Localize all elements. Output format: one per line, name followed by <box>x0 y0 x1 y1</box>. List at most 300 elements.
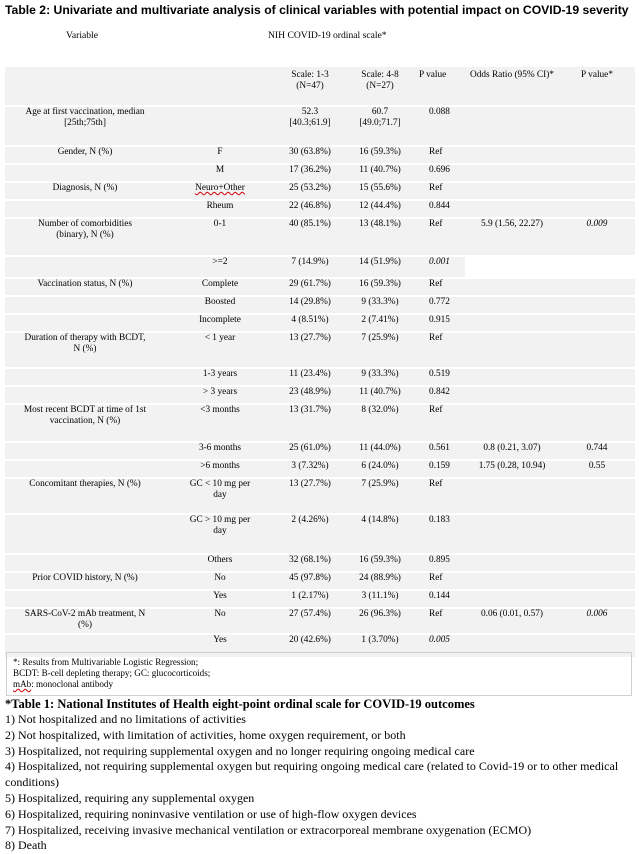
cell-p-value <box>415 165 465 181</box>
cell-p-value-text: Ref <box>429 279 443 289</box>
cell-scale-1-3 <box>275 201 345 217</box>
cell-scale-1-3 <box>275 591 345 607</box>
cell-variable <box>5 555 165 571</box>
cell-subgroup-text: Boosted <box>204 297 236 307</box>
cell-scale-4-8 <box>345 147 415 163</box>
cell-scale-4-8-text: 8 (32.0%) <box>361 405 399 415</box>
cell-subgroup-text: 0-1 <box>213 219 227 229</box>
cell-subgroup <box>165 297 275 313</box>
cell-scale-1-3 <box>275 165 345 181</box>
table1-scale-list <box>5 712 633 854</box>
cell-scale-1-3-text: 13 (27.7%) <box>289 479 331 489</box>
cell-p-value-multivariable <box>559 387 635 403</box>
cell-variable <box>5 279 165 295</box>
cell-p-value-text: Ref <box>429 573 443 583</box>
cell-scale-4-8 <box>345 443 415 459</box>
cell-variable <box>5 257 165 277</box>
cell-scale-4-8 <box>345 555 415 571</box>
cell-variable-text: Vaccination status, N (%) <box>37 279 133 289</box>
cell-variable-text: Most recent BCDT at time of 1st vaccination, N (%) <box>23 405 147 426</box>
cell-scale-4-8-text: 60.7 [49.0;71.7] <box>359 107 401 128</box>
cell-scale-1-3-text: 1 (2.17%) <box>291 591 329 601</box>
cell-variable-text: Gender, N (%) <box>57 147 113 157</box>
cell-variable <box>5 165 165 181</box>
cell-p-value-multivariable <box>559 369 635 385</box>
header-ordinal-scale: NIH COVID-19 ordinal scale* <box>268 30 387 41</box>
cell-subgroup-text: GC > 10 mg per day <box>189 515 251 536</box>
header-p-value: P value <box>415 67 465 105</box>
cell-variable <box>5 183 165 199</box>
cell-odds-ratio <box>465 107 559 145</box>
cell-scale-1-3-text: 17 (36.2%) <box>289 165 331 175</box>
cell-subgroup <box>165 405 275 441</box>
cell-scale-1-3 <box>275 609 345 633</box>
cell-variable <box>5 387 165 403</box>
cell-scale-1-3 <box>275 461 345 477</box>
cell-variable <box>5 573 165 589</box>
table-row <box>5 479 635 513</box>
header-scale-4-8: Scale: 4-8 (N=27) <box>345 67 415 105</box>
cell-odds-ratio <box>465 479 559 513</box>
cell-subgroup <box>165 591 275 607</box>
cell-p-value-text: Ref <box>429 219 443 229</box>
cell-subgroup-text: Complete <box>201 279 239 289</box>
table-title: Table 2: Univariate and multivariate analysis of clinical variables with potential impact on COVID-19 severity <box>5 3 629 17</box>
cell-p-value-multivariable <box>559 201 635 217</box>
cell-p-value-multivariable <box>559 297 635 313</box>
cell-subgroup <box>165 183 275 199</box>
cell-p-value-multivariable <box>559 555 635 571</box>
cell-p-value-multivariable-text: 0.55 <box>588 461 606 471</box>
cell-odds-ratio <box>465 165 559 181</box>
cell-scale-1-3 <box>275 297 345 313</box>
cell-p-value-multivariable <box>559 479 635 513</box>
cell-variable-text: Concomitant therapies, N (%) <box>29 479 141 489</box>
cell-subgroup-text: Incomplete <box>199 315 241 325</box>
cell-scale-4-8 <box>345 369 415 385</box>
table1-title: *Table 1: National Institutes of Health eight-point ordinal scale for COVID-19 outcomes <box>5 697 475 711</box>
table-row <box>5 591 635 607</box>
table1-item: 6) Hospitalized, requiring noninvasive ventilation or use of high-flow oxygen devices <box>5 806 417 821</box>
cell-scale-1-3 <box>275 219 345 255</box>
cell-subgroup <box>165 257 275 277</box>
cell-scale-4-8-text: 11 (40.7%) <box>359 165 401 175</box>
cell-p-value-multivariable <box>559 573 635 589</box>
cell-variable <box>5 461 165 477</box>
cell-p-value <box>415 573 465 589</box>
cell-p-value-text: Ref <box>429 609 443 619</box>
cell-subgroup-text: No <box>214 609 226 619</box>
cell-p-value <box>415 461 465 477</box>
table-footnote <box>6 652 632 696</box>
cell-scale-1-3 <box>275 555 345 571</box>
table1-item: 5) Hospitalized, requiring any supplemental oxygen <box>5 790 255 805</box>
cell-p-value-multivariable <box>559 315 635 331</box>
cell-scale-4-8-text: 16 (59.3%) <box>359 279 401 289</box>
cell-p-value-multivariable-text: 0.006 <box>586 609 608 619</box>
cell-odds-ratio <box>465 315 559 331</box>
cell-p-value <box>415 515 465 553</box>
cell-variable <box>5 515 165 553</box>
cell-scale-1-3 <box>275 405 345 441</box>
cell-scale-1-3-text: 29 (61.7%) <box>289 279 331 289</box>
table1-item: 3) Hospitalized, not requiring supplemental oxygen and no longer requiring ongoing medical care <box>5 743 475 758</box>
cell-scale-4-8-text: 11 (40.7%) <box>359 387 401 397</box>
header-variable: Variable <box>66 30 98 41</box>
cell-scale-1-3 <box>275 369 345 385</box>
cell-p-value-text: 0.005 <box>429 635 450 645</box>
table-row <box>5 297 635 313</box>
cell-subgroup <box>165 555 275 571</box>
cell-p-value <box>415 279 465 295</box>
cell-odds-ratio-text: 5.9 (1.56, 22.27) <box>481 219 543 229</box>
cell-scale-1-3 <box>275 573 345 589</box>
cell-p-value <box>415 297 465 313</box>
cell-variable <box>5 219 165 255</box>
cell-scale-1-3 <box>275 315 345 331</box>
cell-variable <box>5 369 165 385</box>
cell-p-value-multivariable-text: 0.009 <box>586 219 608 229</box>
cell-p-value <box>415 387 465 403</box>
cell-subgroup <box>165 219 275 255</box>
cell-p-value <box>415 183 465 199</box>
cell-subgroup <box>165 609 275 633</box>
cell-variable <box>5 443 165 459</box>
cell-variable <box>5 201 165 217</box>
cell-scale-4-8 <box>345 201 415 217</box>
cell-p-value-multivariable <box>559 257 635 277</box>
cell-subgroup <box>165 315 275 331</box>
cell-scale-4-8 <box>345 573 415 589</box>
cell-variable-text: Prior COVID history, N (%) <box>32 573 138 583</box>
cell-p-value-text: 0.772 <box>429 297 450 307</box>
cell-scale-1-3-text: 22 (46.8%) <box>289 201 331 211</box>
cell-p-value <box>415 609 465 633</box>
cell-subgroup <box>165 387 275 403</box>
cell-p-value-multivariable <box>559 461 635 477</box>
cell-variable <box>5 609 165 633</box>
table-row <box>5 405 635 441</box>
cell-scale-4-8-text: 9 (33.3%) <box>361 297 399 307</box>
cell-scale-1-3-text: 2 (4.26%) <box>291 515 329 525</box>
cell-scale-4-8-text: 24 (88.9%) <box>359 573 401 583</box>
cell-scale-1-3-text: 13 (27.7%) <box>289 333 331 343</box>
cell-p-value-text: Ref <box>429 479 443 489</box>
cell-scale-4-8-text: 12 (44.4%) <box>359 201 401 211</box>
table1-item: 7) Hospitalized, receiving invasive mechanical ventilation or extracorporeal membrane oxygenation (ECMO) <box>5 822 532 837</box>
cell-scale-4-8-text: 6 (24.0%) <box>361 461 399 471</box>
cell-p-value-text: Ref <box>429 333 443 343</box>
table-row <box>5 515 635 553</box>
table-row <box>5 443 635 459</box>
cell-scale-1-3 <box>275 257 345 277</box>
cell-p-value-multivariable <box>559 147 635 163</box>
table-row <box>5 573 635 589</box>
cell-variable <box>5 315 165 331</box>
cell-scale-1-3-text: 3 (7.32%) <box>291 461 329 471</box>
cell-variable-text: SARS-CoV-2 mAb treatment, N (%) <box>24 609 146 630</box>
cell-subgroup-text: Yes <box>213 591 227 601</box>
cell-p-value-text: Ref <box>429 147 443 157</box>
footnote-abbrev: mAb <box>13 679 32 689</box>
cell-scale-1-3 <box>275 387 345 403</box>
cell-p-value <box>415 369 465 385</box>
cell-p-value-text: 0.842 <box>429 387 450 397</box>
cell-subgroup <box>165 369 275 385</box>
cell-p-value-multivariable <box>559 165 635 181</box>
table-row <box>5 333 635 367</box>
cell-p-value-text: 0.895 <box>429 555 450 565</box>
cell-p-value-text: 0.915 <box>429 315 450 325</box>
cell-scale-4-8-text: 3 (11.1%) <box>361 591 399 601</box>
cell-scale-1-3 <box>275 443 345 459</box>
cell-p-value <box>415 147 465 163</box>
cell-p-value-multivariable-text: 0.744 <box>586 443 608 453</box>
cell-odds-ratio-text: 0.8 (0.21, 3.07) <box>483 443 541 453</box>
table-row <box>5 315 635 331</box>
cell-odds-ratio <box>465 257 559 277</box>
cell-subgroup <box>165 279 275 295</box>
cell-scale-1-3-text: 7 (14.9%) <box>291 257 329 267</box>
cell-p-value-text: 0.183 <box>429 515 450 525</box>
cell-scale-1-3-text: 23 (48.9%) <box>289 387 331 397</box>
cell-scale-1-3-text: 30 (63.8%) <box>289 147 331 157</box>
table-row <box>5 219 635 255</box>
cell-p-value-multivariable <box>559 219 635 255</box>
table1-item: 2) Not hospitalized, with limitation of activities, home oxygen requirement, or both <box>5 727 406 742</box>
cell-scale-1-3 <box>275 515 345 553</box>
table1-item: 4) Hospitalized, not requiring supplemental oxygen but requiring ongoing medical care (related to Covid-19 or to other medical conditions) <box>5 759 619 790</box>
cell-scale-1-3-text: 13 (31.7%) <box>289 405 331 415</box>
cell-scale-1-3 <box>275 279 345 295</box>
cell-p-value-multivariable <box>559 443 635 459</box>
cell-subgroup-text: <3 months <box>200 405 240 415</box>
cell-subgroup-text: Yes <box>213 635 227 645</box>
cell-odds-ratio-text: 0.06 (0.01, 0.57) <box>481 609 543 619</box>
cell-scale-4-8 <box>345 333 415 367</box>
cell-subgroup <box>165 443 275 459</box>
header-scale-1-3: Scale: 1-3 (N=47) <box>275 67 345 105</box>
cell-scale-4-8-text: 11 (44.0%) <box>359 443 401 453</box>
cell-scale-1-3 <box>275 147 345 163</box>
table-row <box>5 183 635 199</box>
table1-item: 1) Not hospitalized and no limitations of activities <box>5 712 246 726</box>
cell-scale-4-8 <box>345 387 415 403</box>
cell-variable <box>5 591 165 607</box>
cell-odds-ratio <box>465 387 559 403</box>
cell-scale-4-8 <box>345 297 415 313</box>
cell-scale-4-8 <box>345 609 415 633</box>
cell-scale-1-3-text: 52.3 [40.3;61.9] <box>289 107 331 128</box>
cell-scale-1-3-text: 45 (97.8%) <box>289 573 331 583</box>
cell-scale-4-8 <box>345 219 415 255</box>
cell-p-value-multivariable <box>559 591 635 607</box>
cell-scale-1-3-text: 32 (68.1%) <box>289 555 331 565</box>
table-row <box>5 201 635 217</box>
cell-p-value-multivariable <box>559 183 635 199</box>
cell-p-value-text: 0.696 <box>429 165 450 175</box>
cell-p-value-text: 0.088 <box>429 107 450 117</box>
cell-scale-4-8 <box>345 107 415 145</box>
cell-p-value-multivariable <box>559 107 635 145</box>
cell-odds-ratio <box>465 405 559 441</box>
cell-scale-4-8-text: 7 (25.9%) <box>361 479 399 489</box>
cell-subgroup <box>165 461 275 477</box>
cell-scale-4-8 <box>345 461 415 477</box>
cell-subgroup <box>165 479 275 513</box>
header-odds-ratio: Odds Ratio (95% CI)* <box>465 67 559 105</box>
cell-subgroup <box>165 201 275 217</box>
cell-subgroup <box>165 515 275 553</box>
cell-p-value-multivariable <box>559 405 635 441</box>
cell-scale-1-3-text: 25 (61.0%) <box>289 443 331 453</box>
table-row <box>5 147 635 163</box>
cell-scale-1-3 <box>275 107 345 145</box>
cell-p-value <box>415 219 465 255</box>
cell-scale-1-3-text: 11 (23.4%) <box>289 369 331 379</box>
cell-subgroup <box>165 165 275 181</box>
cell-p-value <box>415 315 465 331</box>
footnote-line <box>13 679 625 690</box>
cell-scale-4-8-text: 7 (25.9%) <box>361 333 399 343</box>
cell-p-value-text: 0.561 <box>429 443 450 453</box>
cell-scale-1-3 <box>275 479 345 513</box>
cell-p-value <box>415 555 465 571</box>
cell-odds-ratio <box>465 147 559 163</box>
cell-subgroup <box>165 147 275 163</box>
cell-subgroup-text: 1-3 years <box>202 369 238 379</box>
cell-odds-ratio <box>465 219 559 255</box>
cell-scale-4-8 <box>345 405 415 441</box>
cell-scale-1-3 <box>275 183 345 199</box>
cell-odds-ratio <box>465 369 559 385</box>
cell-odds-ratio <box>465 461 559 477</box>
cell-scale-4-8 <box>345 591 415 607</box>
cell-odds-ratio <box>465 297 559 313</box>
cell-scale-4-8 <box>345 279 415 295</box>
cell-p-value-multivariable <box>559 515 635 553</box>
table-row <box>5 387 635 403</box>
cell-subgroup-text: > 3 years <box>202 387 238 397</box>
cell-odds-ratio <box>465 279 559 295</box>
cell-p-value <box>415 479 465 513</box>
cell-variable-text: Age at first vaccination, median [25th;75th] <box>25 107 145 128</box>
cell-scale-1-3-text: 20 (42.6%) <box>289 635 331 645</box>
cell-scale-4-8-text: 15 (55.6%) <box>359 183 401 193</box>
table-row <box>5 555 635 571</box>
cell-variable <box>5 147 165 163</box>
cell-p-value-text: 0.159 <box>429 461 450 471</box>
cell-odds-ratio <box>465 609 559 633</box>
table-row <box>5 461 635 477</box>
cell-variable-text: Duration of therapy with BCDT, N (%) <box>24 333 146 354</box>
cell-scale-4-8 <box>345 183 415 199</box>
cell-scale-1-3-text: 14 (29.8%) <box>289 297 331 307</box>
cell-scale-4-8 <box>345 315 415 331</box>
cell-scale-4-8-text: 2 (7.41%) <box>361 315 399 325</box>
cell-variable <box>5 297 165 313</box>
cell-subgroup-text: Others <box>207 555 233 565</box>
cell-p-value <box>415 591 465 607</box>
cell-p-value-multivariable <box>559 609 635 633</box>
cell-p-value-text: Ref <box>429 405 443 415</box>
header-p-value-multivariable: P value* <box>559 67 635 105</box>
table-row <box>5 107 635 145</box>
cell-subgroup <box>165 573 275 589</box>
cell-scale-4-8-text: 13 (48.1%) <box>359 219 401 229</box>
cell-scale-4-8 <box>345 257 415 277</box>
cell-variable-text: Number of comorbidities (binary), N (%) <box>38 219 132 240</box>
cell-scale-4-8 <box>345 479 415 513</box>
cell-subgroup-text: No <box>214 573 226 583</box>
cell-scale-1-3-text: 4 (8.51%) <box>291 315 329 325</box>
table1-item: 8) Death <box>5 838 47 853</box>
cell-scale-1-3-text: 27 (57.4%) <box>289 609 331 619</box>
cell-variable <box>5 107 165 145</box>
cell-odds-ratio <box>465 333 559 367</box>
cell-scale-1-3-text: 40 (85.1%) <box>289 219 331 229</box>
table-row <box>5 257 635 277</box>
cell-p-value-text: 0.001 <box>429 257 450 267</box>
cell-subgroup-text: Neuro+Other <box>195 183 245 193</box>
cell-variable <box>5 479 165 513</box>
cell-subgroup-text: >6 months <box>200 461 240 471</box>
cell-scale-4-8-text: 4 (14.8%) <box>361 515 399 525</box>
cell-subgroup-text: 3-6 months <box>198 443 242 453</box>
cell-subgroup-text: Rheum <box>206 201 234 211</box>
cell-subgroup-text: < 1 year <box>204 333 236 343</box>
cell-odds-ratio <box>465 201 559 217</box>
cell-p-value-text: 0.519 <box>429 369 450 379</box>
cell-p-value <box>415 443 465 459</box>
cell-p-value-text: 0.144 <box>429 591 450 601</box>
cell-p-value <box>415 257 465 277</box>
cell-odds-ratio <box>465 443 559 459</box>
cell-odds-ratio <box>465 515 559 553</box>
cell-subgroup-text: M <box>215 165 225 175</box>
cell-p-value <box>415 107 465 145</box>
cell-p-value <box>415 405 465 441</box>
table-row <box>5 609 635 633</box>
cell-scale-1-3 <box>275 333 345 367</box>
cell-scale-4-8-text: 14 (51.9%) <box>359 257 401 267</box>
cell-p-value-text: 0.844 <box>429 201 450 211</box>
header-cell-blank <box>165 67 275 105</box>
cell-p-value <box>415 333 465 367</box>
cell-p-value-multivariable <box>559 279 635 295</box>
cell-subgroup <box>165 333 275 367</box>
cell-variable <box>5 333 165 367</box>
table-header-row <box>5 67 635 105</box>
cell-scale-4-8-text: 16 (59.3%) <box>359 147 401 157</box>
table-row <box>5 279 635 295</box>
footnote-abbrev-definition: : monoclonal antibody <box>31 679 114 689</box>
cell-subgroup-text: F <box>217 147 223 157</box>
cell-scale-4-8-text: 1 (3.70%) <box>361 635 399 645</box>
footnote-line: BCDT: B-cell depleting therapy; GC: glucocorticoids; <box>13 668 211 678</box>
table-row <box>5 369 635 385</box>
cell-scale-4-8-text: 16 (59.3%) <box>359 555 401 565</box>
cell-variable-text: Diagnosis, N (%) <box>52 183 118 193</box>
cell-variable <box>5 405 165 441</box>
cell-p-value-multivariable <box>559 333 635 367</box>
cell-scale-1-3-text: 25 (53.2%) <box>289 183 331 193</box>
cell-scale-4-8-text: 9 (33.3%) <box>361 369 399 379</box>
cell-odds-ratio <box>465 591 559 607</box>
cell-odds-ratio <box>465 183 559 199</box>
table-row <box>5 165 635 181</box>
cell-odds-ratio <box>465 573 559 589</box>
